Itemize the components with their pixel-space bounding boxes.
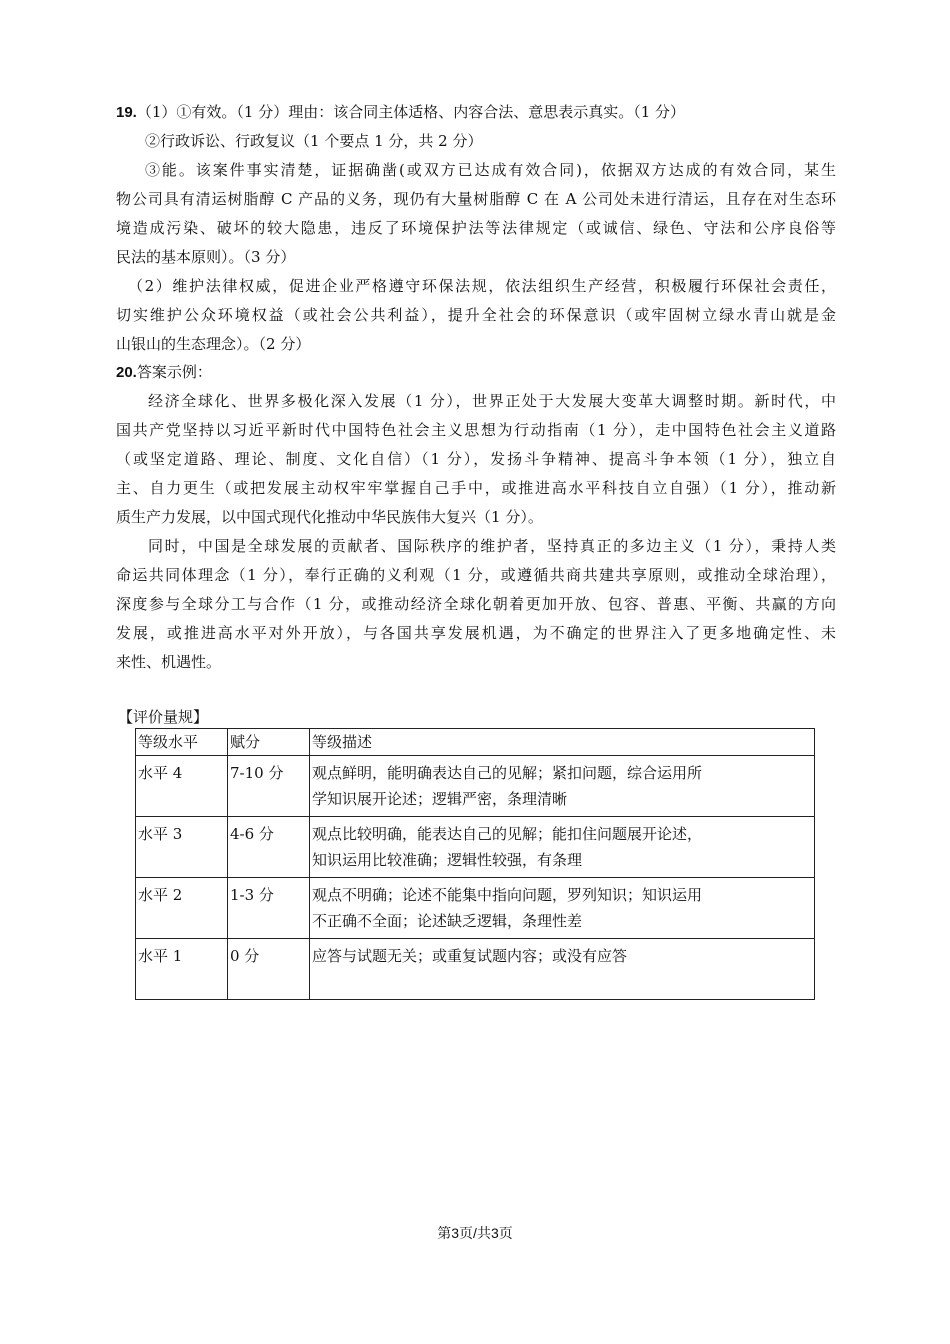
q20-p2-line-2: 命运共同体理念（1 分），奉行正确的义利观（1 分，或遵循共商共建共享原则，或推动全球治理），: [116, 566, 836, 584]
rubric-level: 水平 3: [136, 817, 228, 878]
rubric-score: 7-10 分: [228, 756, 310, 817]
q20-heading-line: [116, 361, 212, 384]
rubric-desc-line-2: 学知识展开论述；逻辑严密，条理清晰: [312, 790, 568, 808]
q19-p4-line-1: （2）维护法律权威，促进企业严格遵守环保法规，依法组织生产经营，积极履行环保社会责任，: [128, 277, 836, 295]
rubric-score: 1-3 分: [228, 878, 310, 939]
rubric-level: 水平 1: [136, 939, 228, 1000]
q20-p2-line-5: 来性、机遇性。: [116, 653, 222, 671]
rubric-table: [135, 728, 815, 1000]
q20-number: 20.: [116, 364, 137, 381]
rubric-level: 水平 4: [136, 756, 228, 817]
q20-p1-line-1: 经济全球化、世界多极化深入发展（1 分），世界正处于大发展大变革大调整时期。新时代，中: [148, 392, 836, 410]
q19-part1-text: （1）①有效。（1 分）理由：该合同主体适格、内容合法、意思表示真实。（1 分）: [136, 103, 686, 121]
page-footer: 第3页/共3页: [437, 1225, 513, 1241]
q20-p2-line-1: 同时，中国是全球发展的贡献者、国际秩序的维护者，坚持真正的多边主义（1 分），秉持人类: [148, 537, 836, 555]
rubric-header-row: [136, 729, 815, 756]
q19-p4-line-3: 山银山的生态理念）。（2 分）: [116, 335, 311, 353]
rubric-header-desc: 等级描述: [310, 729, 815, 756]
rubric-desc-line-1: 应答与试题无关；或重复试题内容；或没有应答: [312, 947, 628, 965]
q19-number: 19.: [116, 104, 137, 121]
table-row: [136, 817, 815, 878]
rubric-desc: [310, 756, 815, 817]
rubric-desc: [310, 817, 815, 878]
rubric-desc-line-2: 知识运用比较准确；逻辑性较强，有条理: [312, 851, 583, 869]
rubric-desc: [310, 878, 815, 939]
rubric-level: 水平 2: [136, 878, 228, 939]
q20-p2-line-3: 深度参与全球分工与合作（1 分，或推动经济全球化朝着更加开放、包容、普惠、平衡、共赢的方向: [116, 595, 836, 613]
rubric-desc-line-1: 观点比较明确，能表达自己的见解；能扣住问题展开论述，: [312, 825, 703, 843]
q20-p2-line-4: 发展，或推进高水平对外开放），与各国共享发展机遇，为不确定的世界注入了更多地确定性、未: [116, 624, 836, 642]
q20-p1-line-4: 主、自力更生（或把发展主动权牢牢掌握自己手中，或推进高水平科技自立自强）（1 分），推动新: [116, 479, 836, 497]
q19-p3-line-2: 物公司具有清运树脂醇 C 产品的义务，现仍有大量树脂醇 C 在 A 公司处未进行清运，且存在对生态环: [116, 190, 836, 208]
table-row: [136, 939, 815, 1000]
q19-p3-line-4: 民法的基本原则）。（3 分）: [116, 248, 296, 266]
table-row: [136, 878, 815, 939]
table-row: [136, 756, 815, 817]
rubric-score: 0 分: [228, 939, 310, 1000]
q20-p1-line-3: （或坚定道路、理论、制度、文化自信）（1 分），发扬斗争精神、提高斗争本领（1 分），独立自: [116, 450, 836, 468]
q19-p3-line-1: ③能。该案件事实清楚，证据确凿(或双方已达成有效合同)，依据双方达成的有效合同，某生: [145, 161, 836, 179]
q19-p3-line-3: 境造成污染、破坏的较大隐患，违反了环境保护法等法律规定（或诚信、绿色、守法和公序良俗等: [116, 219, 836, 237]
rubric-desc-line-1: 观点不明确；论述不能集中指向问题，罗列知识；知识运用: [312, 886, 703, 904]
rubric-desc-line-1: 观点鲜明，能明确表达自己的见解；紧扣问题，综合运用所: [312, 764, 703, 782]
q20-p1-line-2: 国共产党坚持以习近平新时代中国特色社会主义思想为行动指南（1 分），走中国特色社会主义道路: [116, 421, 836, 439]
rubric-desc: [310, 939, 815, 1000]
q19-line-2: ②行政诉讼、行政复议（1 个要点 1 分，共 2 分）: [145, 132, 483, 150]
rubric-header-score: 赋分: [228, 729, 310, 756]
rubric-title: 【评价量规】: [118, 708, 209, 726]
rubric-desc-line-2: 不正确不全面；论述缺乏逻辑，条理性差: [312, 912, 583, 930]
q19-p4-line-2: 切实维护公众环境权益（或社会公共利益），提升全社会的环保意识（或牢固树立绿水青山就是金: [116, 306, 836, 324]
rubric-header-level: 等级水平: [136, 729, 228, 756]
q20-heading: 答案示例：: [136, 363, 212, 381]
q20-p1-line-5: 质生产力发展，以中国式现代化推动中华民族伟大复兴（1 分）。: [116, 508, 543, 526]
q19-line-1: [116, 101, 685, 124]
rubric-score: 4-6 分: [228, 817, 310, 878]
